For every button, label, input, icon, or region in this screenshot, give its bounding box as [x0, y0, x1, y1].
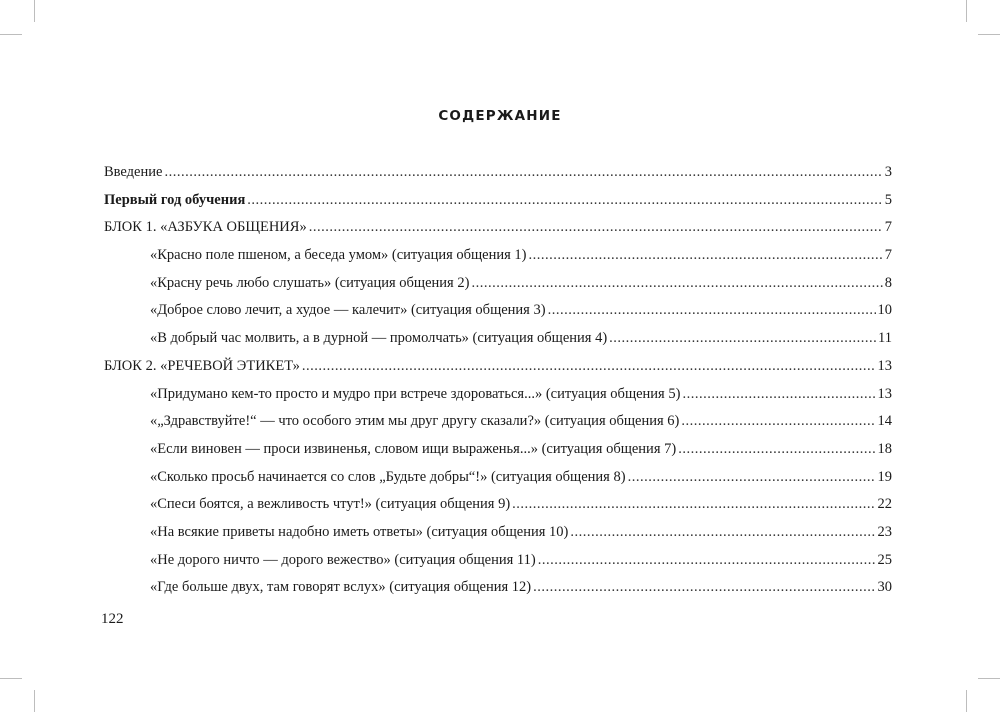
toc-entry[interactable]: [104, 408, 892, 436]
toc-entry[interactable]: [104, 491, 892, 519]
toc-entry[interactable]: [104, 297, 892, 325]
toc-dot-leader: [529, 242, 883, 270]
toc-entry-page: 8: [884, 274, 892, 291]
crop-mark-left-top: [0, 34, 22, 35]
toc-entry-page: 11: [878, 330, 892, 347]
toc-entry[interactable]: [104, 242, 892, 270]
toc-dot-leader: [570, 519, 875, 547]
toc-entry-page: 7: [884, 247, 892, 264]
toc-entry-page: 3: [884, 164, 892, 180]
crop-mark-top-left: [34, 0, 35, 22]
toc-entry[interactable]: [104, 325, 892, 353]
toc-dot-leader: [628, 464, 876, 492]
toc-dot-leader: [609, 325, 876, 353]
toc-entry[interactable]: [104, 270, 892, 298]
toc-entry[interactable]: [104, 187, 892, 215]
toc-dot-leader: [309, 214, 883, 242]
toc-entry-page: 13: [877, 385, 892, 402]
crop-mark-right-bottom: [978, 678, 1000, 679]
toc-entry[interactable]: [104, 381, 892, 409]
toc-entry[interactable]: [104, 214, 892, 242]
toc-entry-page: 30: [877, 579, 892, 596]
toc-entry-page: 23: [877, 523, 892, 540]
toc-entry-page: 25: [877, 551, 892, 568]
toc-entry[interactable]: [104, 519, 892, 547]
toc-entry[interactable]: [104, 159, 892, 187]
toc-entry-title: «Не дорого ничто — дорого вежество» (ситуация общения 11): [150, 551, 536, 568]
crop-mark-right-top: [978, 34, 1000, 35]
toc-entry[interactable]: [104, 436, 892, 464]
crop-mark-left-bottom: [0, 678, 22, 679]
toc-dot-leader: [548, 297, 876, 325]
toc-entry-title: БЛОК 1. «АЗБУКА ОБЩЕНИЯ»: [104, 219, 307, 236]
toc-entry[interactable]: [104, 464, 892, 492]
toc-entry-page: 7: [884, 219, 892, 236]
crop-mark-bottom-right: [966, 690, 967, 712]
toc-entry-title: «В добрый час молвить, а в дурной — промолчать» (ситуация общения 4): [150, 330, 608, 347]
toc-entry-title: Первый год обучения: [104, 191, 246, 208]
page-number: 122: [101, 611, 124, 627]
toc-entry-page: 19: [877, 468, 892, 485]
crop-mark-top-right: [966, 0, 967, 22]
page-title: СОДЕРЖАНИЕ: [438, 108, 562, 124]
toc-entry-title: «Спеси боятся, а вежливость чтут!» (ситуация общения 9): [150, 496, 511, 513]
toc-entry-title: «Сколько просьб начинается со слов „Будьте добры“!» (ситуация общения 8): [150, 468, 626, 485]
toc-entry-title: «Красну речь любо слушать» (ситуация общения 2): [150, 274, 470, 291]
toc-entry-title: БЛОК 2. «РЕЧЕВОЙ ЭТИКЕТ»: [104, 357, 300, 374]
toc-entry[interactable]: [104, 574, 892, 602]
toc-entry-title: «Если виновен — проси извиненья, словом ищи выраженья...» (ситуация общения 7): [150, 440, 677, 457]
toc-dot-leader: [512, 491, 875, 519]
toc-dot-leader: [471, 270, 882, 298]
toc-dot-leader: [681, 408, 875, 436]
table-of-contents: [104, 159, 892, 602]
toc-entry[interactable]: [104, 547, 892, 575]
toc-entry-page: 18: [877, 440, 892, 457]
toc-dot-leader: [533, 574, 875, 602]
crop-mark-bottom-left: [34, 690, 35, 712]
toc-entry-page: 13: [877, 357, 892, 374]
toc-entry-title: «Красно поле пшеном, а беседа умом» (ситуация общения 1): [150, 247, 527, 264]
toc-entry-page: 14: [877, 413, 892, 430]
toc-entry-page: 10: [877, 302, 892, 319]
toc-entry-title: «„Здравствуйте!“ — что особого этим мы друг другу сказали?» (ситуация общения 6): [150, 413, 680, 430]
toc-dot-leader: [247, 187, 882, 215]
toc-entry[interactable]: [104, 353, 892, 381]
toc-entry-title: «Где больше двух, там говорят вслух» (ситуация общения 12): [150, 579, 532, 596]
toc-dot-leader: [164, 159, 882, 187]
toc-dot-leader: [682, 381, 875, 409]
toc-dot-leader: [302, 353, 876, 381]
toc-entry-title: «Придумано кем-то просто и мудро при встрече здороваться...» (ситуация общения 5): [150, 385, 681, 402]
toc-entry-title: «На всякие приветы надобно иметь ответы» (ситуация общения 10): [150, 523, 569, 540]
toc-dot-leader: [538, 547, 876, 575]
toc-entry-title: «Доброе слово лечит, а худое — калечит» (ситуация общения 3): [150, 302, 546, 319]
toc-entry-page: 5: [884, 191, 892, 208]
toc-entry-title: Введение: [104, 164, 163, 180]
toc-dot-leader: [678, 436, 875, 464]
toc-entry-page: 22: [877, 496, 892, 513]
